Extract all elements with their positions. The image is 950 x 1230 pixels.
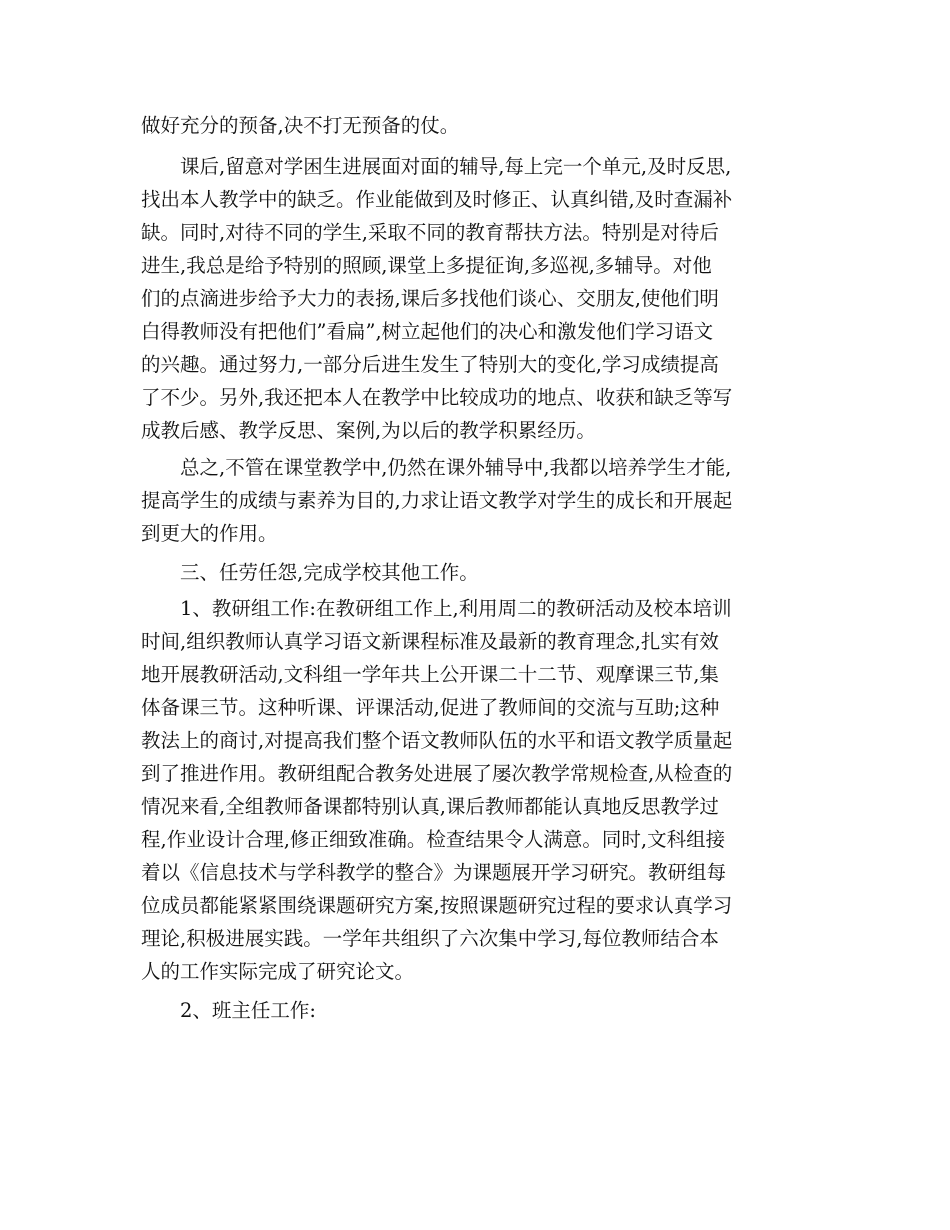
text-line: 体备课三节。这种听课、评课活动,促进了教师间的交流与互助;这种 xyxy=(141,696,720,719)
text-line: 时间,组织教师认真学习语文新课程标准及最新的教育理念,扎实有效 xyxy=(141,630,719,653)
text-line: 们的点滴进步给予大力的表扬,课后多找他们谈心、交朋友,使他们明 xyxy=(141,287,719,310)
text-line: 做好充分的预备,决不打无预备的仗。 xyxy=(141,114,460,137)
text-line: 提高学生的成绩与素养为目的,力求让语文教学对学生的成长和开展起 xyxy=(141,489,733,512)
text-line: 程,作业设计合理,修正细致准确。检查结果令人满意。同时,文科组接 xyxy=(141,828,726,851)
text-line: 找出本人教学中的缺乏。作业能做到及时修正、认真纠错,及时查漏补 xyxy=(141,188,733,211)
text-line: 成教后感、教学反思、案例,为以后的教学积累经历。 xyxy=(141,419,596,442)
text-line: 了不少。另外,我还把本人在教学中比较成功的地点、收获和缺乏等写 xyxy=(141,386,733,409)
text-line: 缺。同时,对待不同的学生,采取不同的教育帮扶方法。特别是对待后 xyxy=(141,221,719,244)
text-line: 的兴趣。通过努力,一部分后进生发生了特别大的变化,学习成绩提高 xyxy=(141,353,719,376)
paragraph-first-line: 1、教研组工作:在教研组工作上,利用周二的教研活动及校本培训 xyxy=(180,597,732,620)
subsection-heading: 2、班主任工作: xyxy=(180,999,316,1022)
text-line: 情况来看,全组教师备课都特别认真,课后教师都能认真地反思教学过 xyxy=(141,795,719,818)
text-line: 进生,我总是给予特别的照顾,课堂上多提征询,多巡视,多辅导。对他 xyxy=(141,254,712,277)
text-line: 到了推进作用。教研组配合教务处进展了屡次教学常规检查,从检查的 xyxy=(141,762,733,785)
text-line: 到更大的作用。 xyxy=(141,522,278,545)
text-line: 地开展教研活动,文科组一学年共上公开课二十二节、观摩课三节,集 xyxy=(141,663,719,686)
paragraph-first-line: 课后,留意对学困生进展面对面的辅导,每上完一个单元,及时反思, xyxy=(180,155,732,178)
text-line: 着以《信息技术与学科教学的整合》为课题展开学习研究。教研组每 xyxy=(141,861,727,884)
text-line: 人的工作实际完成了研究论文。 xyxy=(141,960,415,983)
text-line: 教法上的商讨,对提高我们整个语文教师队伍的水平和语文教学质量起 xyxy=(141,729,733,752)
text-line: 白得教师没有把他们”看扁”,树立起他们的决心和激发他们学习语文 xyxy=(141,320,714,343)
section-heading: 三、任劳任怨,完成学校其他工作。 xyxy=(180,561,479,584)
text-line: 理论,积极进展实践。一学年共组织了六次集中学习,每位教师结合本 xyxy=(141,927,719,950)
text-line: 位成员都能紧紧围绕课题研究方案,按照课题研究过程的要求认真学习 xyxy=(141,894,733,917)
paragraph-first-line: 总之,不管在课堂教学中,仍然在课外辅导中,我都以培养学生才能, xyxy=(180,456,732,479)
